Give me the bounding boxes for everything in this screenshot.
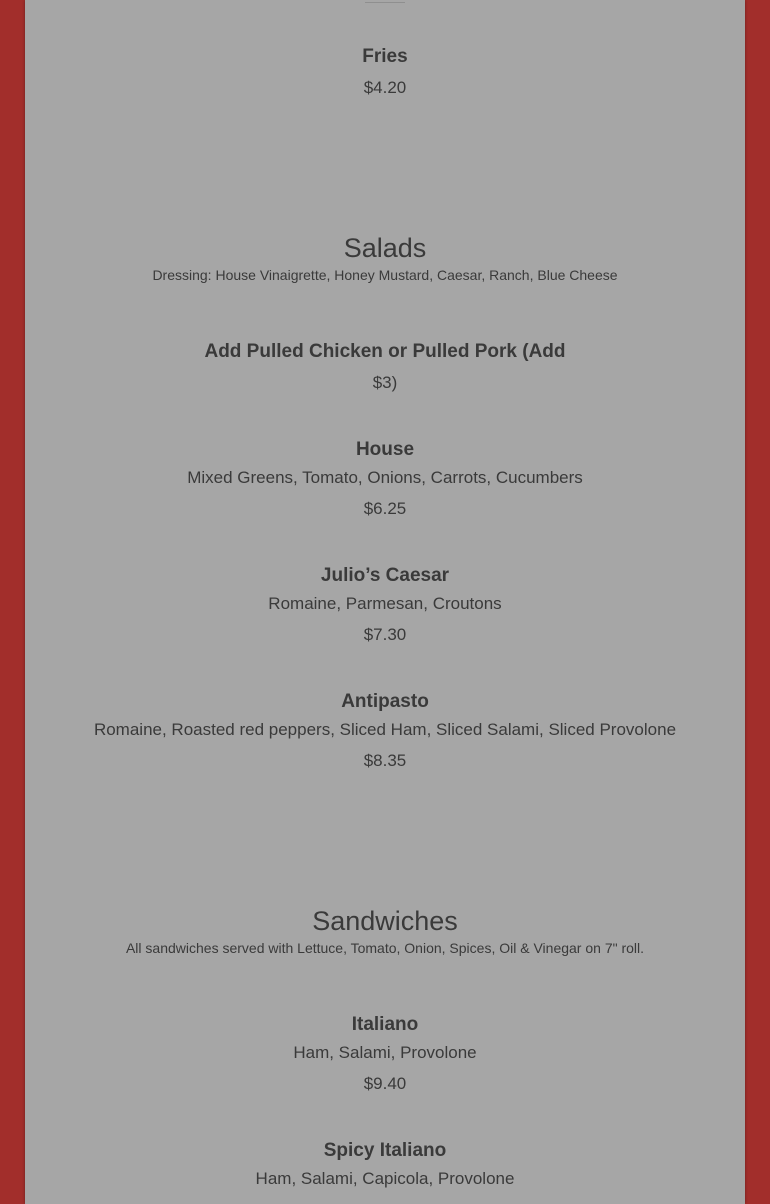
salads-addon-line-1: Add Pulled Chicken or Pulled Pork (Add xyxy=(204,341,566,362)
section-title-salads: Salads xyxy=(343,233,427,263)
item-price-italiano: $9.40 xyxy=(363,1074,407,1093)
menu-panel xyxy=(25,0,745,1204)
previous-item-stub xyxy=(365,0,405,3)
item-price-fries: $4.20 xyxy=(363,78,407,97)
item-desc-julios-caesar: Romaine, Parmesan, Croutons xyxy=(268,594,502,613)
item-desc-spicy-italiano: Ham, Salami, Capicola, Provolone xyxy=(255,1169,515,1188)
item-desc-italiano: Ham, Salami, Provolone xyxy=(293,1043,477,1062)
item-price-antipasto: $8.35 xyxy=(363,751,407,770)
section-note-sandwiches: All sandwiches served with Lettuce, Tomato, Onion, Spices, Oil & Vinegar on 7" roll. xyxy=(125,940,645,956)
item-name-fries: Fries xyxy=(362,46,408,67)
item-desc-antipasto: Romaine, Roasted red peppers, Sliced Ham, Sliced Salami, Sliced Provolone xyxy=(93,720,677,739)
item-price-julios-caesar: $7.30 xyxy=(363,625,407,644)
item-name-italiano: Italiano xyxy=(351,1014,419,1035)
item-name-house: House xyxy=(355,439,415,460)
section-title-sandwiches: Sandwiches xyxy=(312,906,458,936)
item-name-julios-caesar: Julio’s Caesar xyxy=(320,565,450,586)
section-note-salads: Dressing: House Vinaigrette, Honey Mustard, Caesar, Ranch, Blue Cheese xyxy=(152,267,618,283)
item-desc-house: Mixed Greens, Tomato, Onions, Carrots, Cucumbers xyxy=(187,468,583,487)
item-name-antipasto: Antipasto xyxy=(341,691,429,712)
item-price-house: $6.25 xyxy=(363,499,407,518)
salads-addon-line-2: $3) xyxy=(372,373,398,392)
item-name-spicy-italiano: Spicy Italiano xyxy=(323,1140,447,1161)
